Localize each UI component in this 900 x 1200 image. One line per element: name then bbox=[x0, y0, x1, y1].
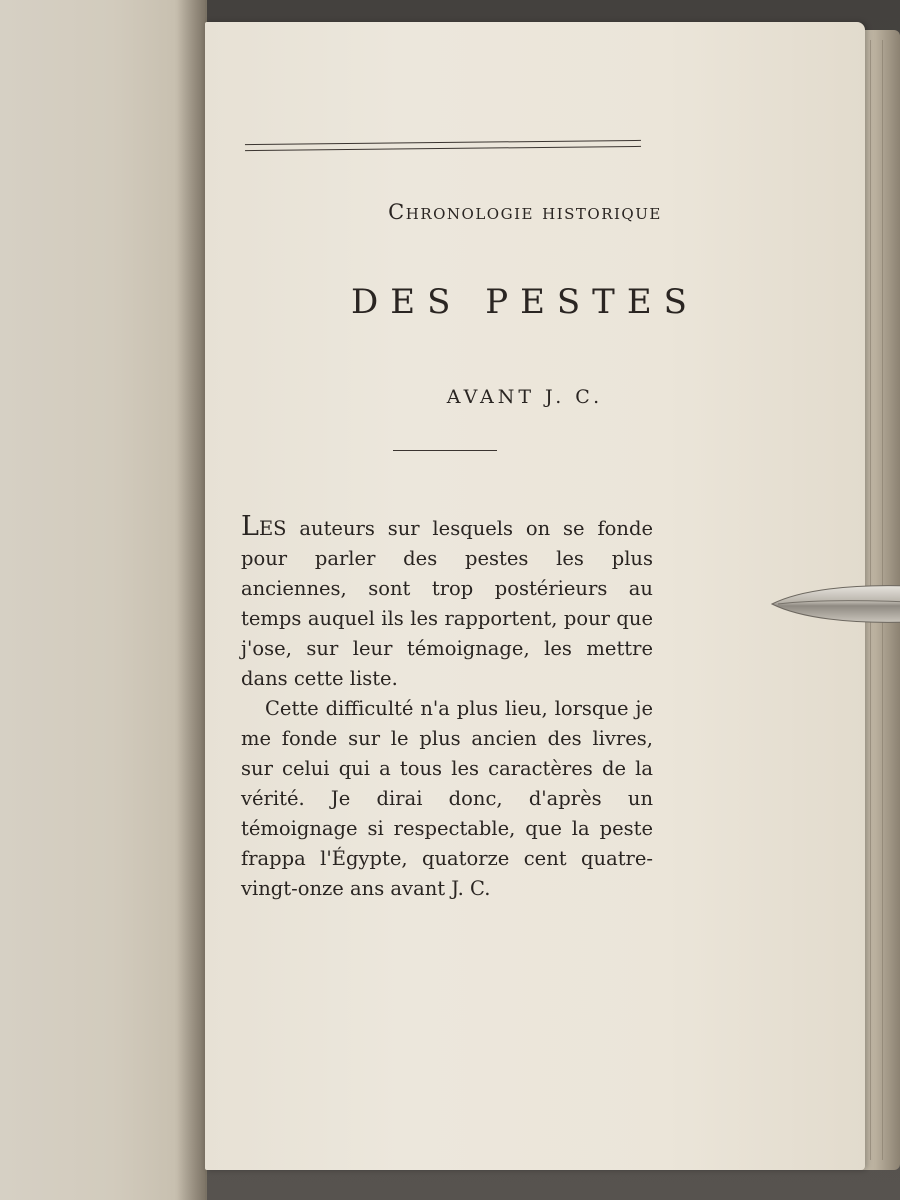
paragraph-1-text: ES auteurs sur lesquels on se fonde pour parler des pestes les plus anciennes, sont trop postérieurs au temps auquel ils les rapportent, pour que j'ose, sur leur témoignage, les mettre dans cette liste. bbox=[241, 517, 653, 690]
body-text bbox=[241, 511, 653, 904]
right-page bbox=[205, 22, 865, 1170]
paper-knife bbox=[770, 578, 900, 630]
double-rule-divider bbox=[245, 140, 641, 151]
heading-large: DES PESTES bbox=[351, 282, 699, 322]
paragraph-2: Cette difficulté n'a plus lieu, lorsque je me fonde sur le plus ancien des livres, sur celui qui a tous les caractères de la vérité. Je dirai donc, d'après un témoignage si respectable, que la peste frappa l'Égypte, quatorze cent quatre-vingt-onze ans avant J. C. bbox=[241, 697, 653, 900]
heading-small: Chronologie historique bbox=[388, 200, 662, 224]
drop-cap: L bbox=[241, 511, 259, 542]
heading-sub: AVANT J. C. bbox=[446, 386, 604, 408]
left-page bbox=[0, 0, 207, 1200]
paragraph-1 bbox=[241, 511, 653, 694]
short-rule-divider bbox=[393, 450, 497, 451]
